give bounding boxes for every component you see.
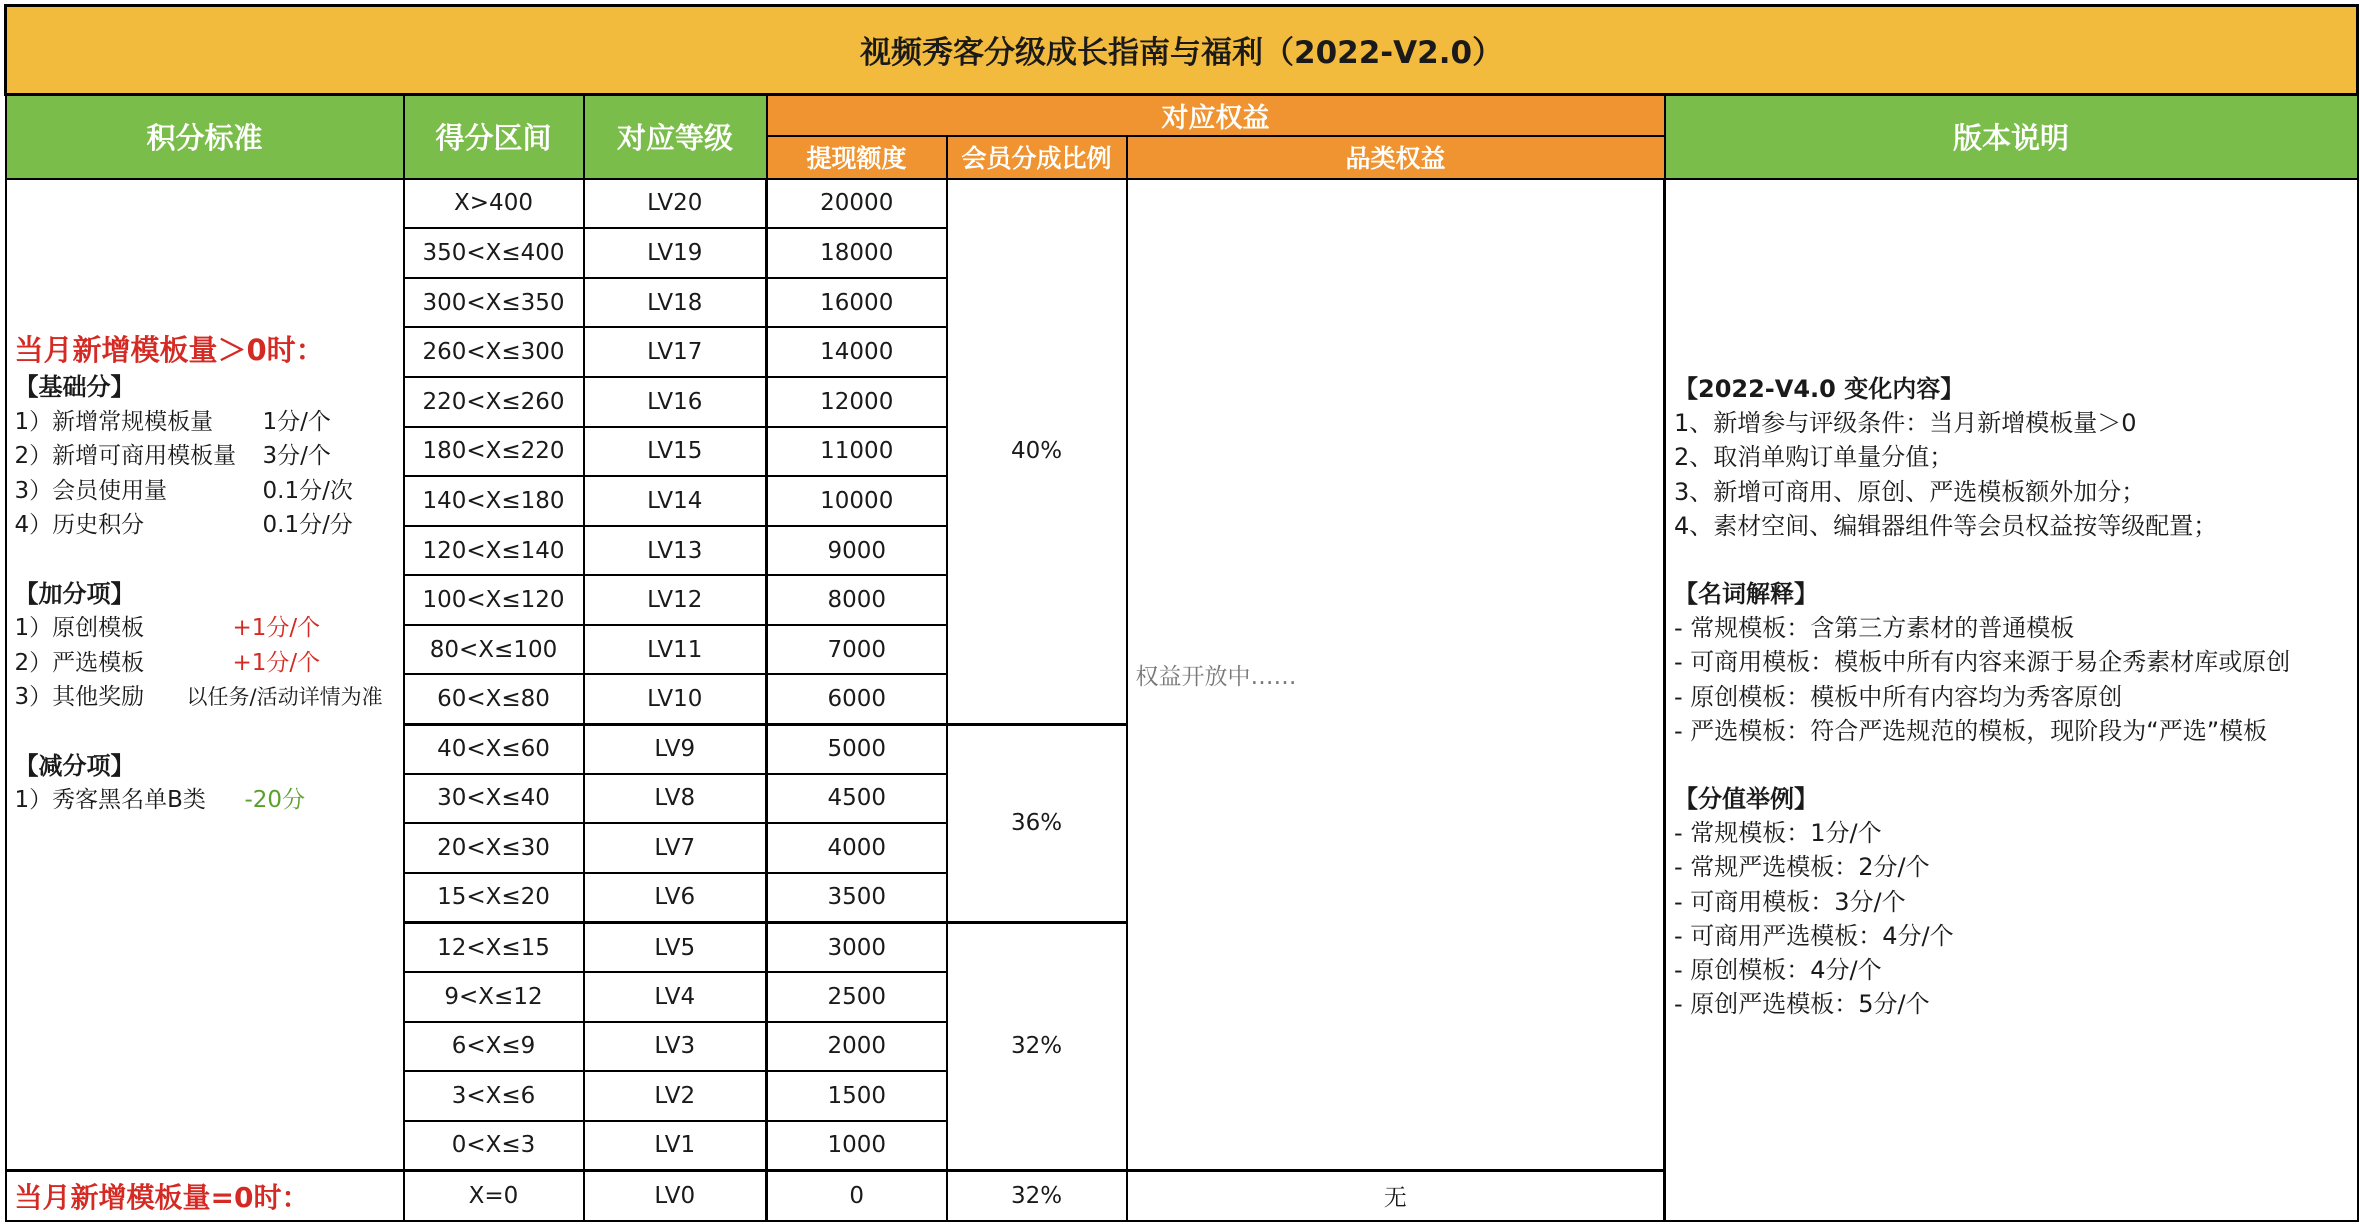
header-share-ratio: 会员分成比例 bbox=[947, 136, 1127, 178]
level-cell: LV16 bbox=[584, 377, 767, 427]
score-range-cell: 120<X≤140 bbox=[404, 526, 584, 576]
level-cell: LV14 bbox=[584, 476, 767, 526]
withdraw-cell: 12000 bbox=[767, 377, 947, 427]
notes-change-item: 4、素材空间、编辑器组件等会员权益按等级配置； bbox=[1674, 511, 2218, 540]
level-cell: LV5 bbox=[584, 922, 767, 972]
level-cell: LV13 bbox=[584, 526, 767, 576]
share-ratio-cell: 40% bbox=[947, 179, 1127, 725]
notes-glossary-item: - 常规模板：含第三方素材的普通模板 bbox=[1674, 614, 2075, 643]
share-ratio-cell: 32% bbox=[947, 1170, 1127, 1221]
withdraw-cell: 4500 bbox=[767, 774, 947, 824]
withdraw-cell: 3000 bbox=[767, 922, 947, 972]
rules-bonus-item: 3）其他奖励 以任务/活动详情为准 bbox=[14, 684, 383, 711]
version-notes bbox=[1665, 179, 2358, 1221]
rules-deduction-item: 1）秀客黑名单B类 -20分 bbox=[14, 787, 306, 814]
category-benefit-cell: 无 bbox=[1127, 1170, 1665, 1221]
notes-example-item: - 原创严选模板：5分/个 bbox=[1674, 990, 1930, 1019]
notes-changes-heading: 【2022-V4.0 变化内容】 bbox=[1674, 375, 1965, 404]
level-cell: LV4 bbox=[584, 972, 767, 1022]
level-cell: LV20 bbox=[584, 179, 767, 229]
level-cell: LV17 bbox=[584, 327, 767, 377]
notes-glossary-heading: 【名词解释】 bbox=[1674, 580, 1818, 609]
score-range-cell: 140<X≤180 bbox=[404, 476, 584, 526]
withdraw-cell: 16000 bbox=[767, 278, 947, 328]
score-range-cell: 260<X≤300 bbox=[404, 327, 584, 377]
score-range-cell: 100<X≤120 bbox=[404, 575, 584, 625]
level-cell: LV18 bbox=[584, 278, 767, 328]
notes-example-item: - 常规严选模板：2分/个 bbox=[1674, 853, 1930, 882]
header-withdraw: 提现额度 bbox=[767, 136, 947, 178]
level-cell: LV10 bbox=[584, 674, 767, 724]
level-table bbox=[4, 4, 2359, 1222]
withdraw-cell: 6000 bbox=[767, 674, 947, 724]
level-cell: LV15 bbox=[584, 427, 767, 477]
rules-bonus-item: 1）原创模板 +1分/个 bbox=[14, 615, 321, 642]
share-ratio-cell: 32% bbox=[947, 922, 1127, 1170]
score-range-cell: 9<X≤12 bbox=[404, 972, 584, 1022]
rules-basic-heading: 【基础分】 bbox=[14, 373, 135, 402]
rules-basic-item: 3）会员使用量 0.1分/次 bbox=[14, 477, 353, 504]
score-range-cell: 40<X≤60 bbox=[404, 724, 584, 774]
notes-example-item: - 常规模板：1分/个 bbox=[1674, 819, 1882, 848]
score-range-cell: 12<X≤15 bbox=[404, 922, 584, 972]
level-cell: LV0 bbox=[584, 1170, 767, 1221]
withdraw-cell: 0 bbox=[767, 1170, 947, 1221]
level-guide-sheet bbox=[4, 4, 2356, 1222]
notes-glossary-item: - 严选模板：符合严选规范的模板，现阶段为“严选”模板 bbox=[1674, 716, 2268, 745]
withdraw-cell: 11000 bbox=[767, 427, 947, 477]
score-range-cell: 3<X≤6 bbox=[404, 1071, 584, 1121]
withdraw-cell: 3500 bbox=[767, 873, 947, 923]
level-cell: LV1 bbox=[584, 1121, 767, 1171]
rules-bonus-item: 2）严选模板 +1分/个 bbox=[14, 649, 321, 676]
score-range-cell: 20<X≤30 bbox=[404, 823, 584, 873]
header-level: 对应等级 bbox=[584, 94, 767, 179]
rules-bonus-heading: 【加分项】 bbox=[14, 579, 135, 608]
score-range-cell: 350<X≤400 bbox=[404, 228, 584, 278]
header-category: 品类权益 bbox=[1127, 136, 1665, 178]
score-range-cell: X>400 bbox=[404, 179, 584, 229]
notes-example-item: - 原创模板：4分/个 bbox=[1674, 956, 1882, 985]
notes-change-item: 1、新增参与评级条件：当月新增模板量＞0 bbox=[1674, 409, 2137, 438]
notes-change-item: 3、新增可商用、原创、严选模板额外加分； bbox=[1674, 477, 2146, 506]
withdraw-cell: 4000 bbox=[767, 823, 947, 873]
score-range-cell: 0<X≤3 bbox=[404, 1121, 584, 1171]
withdraw-cell: 20000 bbox=[767, 179, 947, 229]
withdraw-cell: 8000 bbox=[767, 575, 947, 625]
category-benefit-cell: 权益开放中…… bbox=[1127, 179, 1665, 1171]
notes-change-item: 2、取消单购订单量分值； bbox=[1674, 443, 1954, 472]
withdraw-cell: 18000 bbox=[767, 228, 947, 278]
withdraw-cell: 7000 bbox=[767, 625, 947, 675]
zero-condition-label: 当月新增模板量=0时： bbox=[6, 1170, 404, 1221]
score-range-cell: 30<X≤40 bbox=[404, 774, 584, 824]
score-range-cell: 15<X≤20 bbox=[404, 873, 584, 923]
header-version-notes: 版本说明 bbox=[1665, 94, 2358, 179]
level-cell: LV19 bbox=[584, 228, 767, 278]
level-row bbox=[6, 179, 2358, 229]
level-cell: LV11 bbox=[584, 625, 767, 675]
rules-basic-item: 1）新增常规模板量 1分/个 bbox=[14, 408, 331, 435]
notes-example-item: - 可商用严选模板：4分/个 bbox=[1674, 921, 1954, 950]
scoring-rules bbox=[6, 179, 404, 1171]
withdraw-cell: 2500 bbox=[767, 972, 947, 1022]
level-cell: LV12 bbox=[584, 575, 767, 625]
withdraw-cell: 10000 bbox=[767, 476, 947, 526]
rules-deduction-heading: 【减分项】 bbox=[14, 751, 135, 780]
level-cell: LV6 bbox=[584, 873, 767, 923]
withdraw-cell: 5000 bbox=[767, 724, 947, 774]
score-range-cell: 220<X≤260 bbox=[404, 377, 584, 427]
level-cell: LV2 bbox=[584, 1071, 767, 1121]
level-cell: LV3 bbox=[584, 1022, 767, 1072]
withdraw-cell: 14000 bbox=[767, 327, 947, 377]
score-range-cell: 80<X≤100 bbox=[404, 625, 584, 675]
score-range-cell: 60<X≤80 bbox=[404, 674, 584, 724]
notes-glossary-item: - 可商用模板：模板中所有内容来源于易企秀素材库或原创 bbox=[1674, 648, 2291, 677]
share-ratio-cell: 36% bbox=[947, 724, 1127, 922]
level-cell: LV8 bbox=[584, 774, 767, 824]
withdraw-cell: 2000 bbox=[767, 1022, 947, 1072]
score-range-cell: 180<X≤220 bbox=[404, 427, 584, 477]
score-range-cell: X=0 bbox=[404, 1170, 584, 1221]
header-score-range: 得分区间 bbox=[404, 94, 584, 179]
header-benefits: 对应权益 bbox=[767, 94, 1665, 136]
withdraw-cell: 9000 bbox=[767, 526, 947, 576]
withdraw-cell: 1000 bbox=[767, 1121, 947, 1171]
level-cell: LV7 bbox=[584, 823, 767, 873]
page-title: 视频秀客分级成长指南与福利（2022-V2.0） bbox=[6, 6, 2358, 95]
rules-basic-item: 4）历史积分 0.1分/分 bbox=[14, 512, 353, 539]
score-range-cell: 300<X≤350 bbox=[404, 278, 584, 328]
notes-glossary-item: - 原创模板：模板中所有内容均为秀客原创 bbox=[1674, 682, 2123, 711]
score-range-cell: 6<X≤9 bbox=[404, 1022, 584, 1072]
notes-example-item: - 可商用模板：3分/个 bbox=[1674, 887, 1906, 916]
header-criteria: 积分标准 bbox=[6, 94, 404, 179]
notes-examples-heading: 【分值举例】 bbox=[1674, 785, 1818, 814]
withdraw-cell: 1500 bbox=[767, 1071, 947, 1121]
rules-condition-title: 当月新增模板量＞0时： bbox=[14, 333, 325, 368]
rules-basic-item: 2）新增可商用模板量 3分/个 bbox=[14, 443, 331, 470]
level-cell: LV9 bbox=[584, 724, 767, 774]
